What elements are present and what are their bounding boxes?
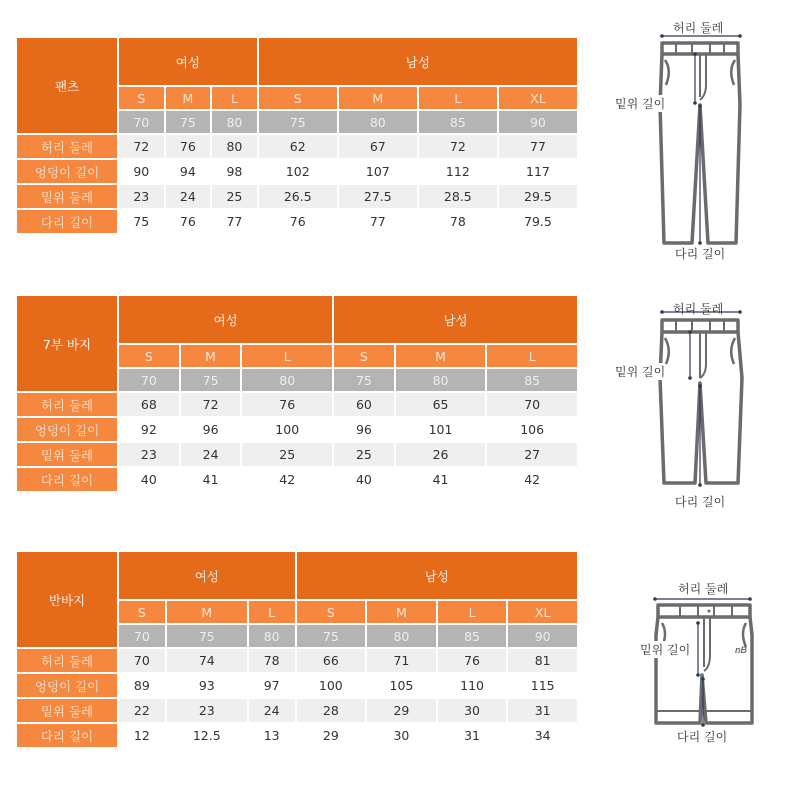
- cell: 98: [212, 160, 257, 183]
- size-label: XL: [499, 87, 577, 109]
- cell: 70: [119, 649, 165, 672]
- cell: 89: [119, 674, 165, 697]
- cell: 70: [487, 393, 577, 416]
- cell: 42: [487, 468, 577, 491]
- waist-size: 75: [181, 369, 241, 391]
- waist-size: 75: [297, 625, 366, 647]
- group-header-men: 남성: [334, 296, 577, 343]
- waist-size: 80: [242, 369, 332, 391]
- cell: 68: [119, 393, 179, 416]
- table-row: [17, 160, 577, 183]
- group-header-women: 여성: [119, 38, 257, 85]
- cell: 30: [438, 699, 507, 722]
- size-table-shorts: [15, 550, 579, 749]
- group-header-men: 남성: [259, 38, 577, 85]
- leg-length-label: 다리 길이: [677, 730, 728, 744]
- cell: 80: [212, 135, 257, 158]
- rise-length-label: 밑위 길이: [640, 643, 691, 657]
- table-row: [17, 185, 577, 208]
- row-label: 다리 길이: [17, 210, 117, 233]
- cell: 26.5: [259, 185, 337, 208]
- cell: 28: [297, 699, 366, 722]
- cell: 34: [508, 724, 577, 747]
- table-row: [17, 724, 577, 747]
- cell: 72: [419, 135, 497, 158]
- size-label: S: [259, 87, 337, 109]
- cropped-pants-illustration: [610, 298, 790, 518]
- cell: 76: [166, 210, 211, 233]
- table-row: [17, 135, 577, 158]
- cell: 77: [499, 135, 577, 158]
- size-label: S: [297, 601, 366, 623]
- group-header-women: 여성: [119, 296, 332, 343]
- cell: 23: [119, 443, 179, 466]
- cell: 77: [212, 210, 257, 233]
- cell: 23: [119, 185, 164, 208]
- size-table-cropped-pants: [15, 294, 579, 493]
- cell: 76: [259, 210, 337, 233]
- long-pants-diagram: [610, 21, 790, 265]
- cell: 41: [181, 468, 241, 491]
- cell: 77: [339, 210, 417, 233]
- waist-size: 90: [499, 111, 577, 133]
- waist-size: 75: [167, 625, 247, 647]
- cell: 92: [119, 418, 179, 441]
- cell: 117: [499, 160, 577, 183]
- waist-size: 80: [249, 625, 295, 647]
- cell: 94: [166, 160, 211, 183]
- cell: 25: [334, 443, 394, 466]
- cell: 78: [249, 649, 295, 672]
- size-label: XL: [508, 601, 577, 623]
- table-row: [17, 393, 577, 416]
- cell: 81: [508, 649, 577, 672]
- waist-size: 70: [119, 369, 179, 391]
- cell: 72: [181, 393, 241, 416]
- cell: 62: [259, 135, 337, 158]
- cell: 112: [419, 160, 497, 183]
- cell: 67: [339, 135, 417, 158]
- size-label: S: [334, 345, 394, 367]
- leg-length-label: 다리 길이: [675, 495, 726, 509]
- waist-size: 80: [212, 111, 257, 133]
- cell: 29.5: [499, 185, 577, 208]
- cell: 23: [167, 699, 247, 722]
- cell: 101: [396, 418, 486, 441]
- row-label: 다리 길이: [17, 468, 117, 491]
- cell: 106: [487, 418, 577, 441]
- size-label: L: [419, 87, 497, 109]
- cell: 76: [242, 393, 332, 416]
- size-label: L: [487, 345, 577, 367]
- cell: 28.5: [419, 185, 497, 208]
- table-row: [17, 649, 577, 672]
- table-row: [17, 210, 577, 233]
- size-label: L: [249, 601, 295, 623]
- size-label: L: [212, 87, 257, 109]
- cell: 22: [119, 699, 165, 722]
- cell: 90: [119, 160, 164, 183]
- cell: 24: [166, 185, 211, 208]
- waist-size: 85: [438, 625, 507, 647]
- row-label: 엉덩이 길이: [17, 160, 117, 183]
- group-header-men: 남성: [297, 552, 577, 599]
- rise-length-label: 밑위 길이: [615, 97, 666, 111]
- row-label: 엉덩이 길이: [17, 418, 117, 441]
- cell: 75: [119, 210, 164, 233]
- table-title: 반바지: [17, 552, 117, 647]
- cell: 25: [212, 185, 257, 208]
- cell: 29: [367, 699, 436, 722]
- long-pants-illustration: [610, 25, 790, 265]
- cropped-pants-diagram: [610, 298, 790, 518]
- row-label: 밑위 둘레: [17, 443, 117, 466]
- waist-size: 70: [119, 111, 164, 133]
- cell: 79.5: [499, 210, 577, 233]
- cell: 40: [119, 468, 179, 491]
- table-row: [17, 443, 577, 466]
- size-label: M: [166, 87, 211, 109]
- leg-length-label: 다리 길이: [675, 247, 726, 261]
- cell: 27: [487, 443, 577, 466]
- waist-size: 85: [419, 111, 497, 133]
- size-label: M: [167, 601, 247, 623]
- waist-size: 75: [166, 111, 211, 133]
- waist-circumference-label: 허리 둘레: [673, 21, 724, 35]
- table-title: 팬츠: [17, 38, 117, 133]
- waist-circumference-label: 허리 둘레: [673, 302, 724, 316]
- size-label: L: [438, 601, 507, 623]
- cell: 102: [259, 160, 337, 183]
- cell: 24: [249, 699, 295, 722]
- cell: 107: [339, 160, 417, 183]
- cell: 74: [167, 649, 247, 672]
- rise-length-label: 밑위 길이: [615, 365, 666, 379]
- cell: 100: [242, 418, 332, 441]
- shorts-diagram: [610, 575, 790, 755]
- cell: 24: [181, 443, 241, 466]
- cell: 96: [334, 418, 394, 441]
- brand-logo-icon: nB: [735, 645, 747, 655]
- cell: 105: [367, 674, 436, 697]
- cell: 27.5: [339, 185, 417, 208]
- cell: 12: [119, 724, 165, 747]
- waist-size: 85: [487, 369, 577, 391]
- size-label: S: [119, 345, 179, 367]
- cell: 42: [242, 468, 332, 491]
- row-label: 허리 둘레: [17, 649, 117, 672]
- cell: 115: [508, 674, 577, 697]
- waist-size: 75: [259, 111, 337, 133]
- cell: 110: [438, 674, 507, 697]
- table-row: [17, 468, 577, 491]
- size-label: M: [339, 87, 417, 109]
- waist-size: 70: [119, 625, 165, 647]
- waist-size: 90: [508, 625, 577, 647]
- table-row: [17, 418, 577, 441]
- table-row: [17, 699, 577, 722]
- waist-size: 75: [334, 369, 394, 391]
- cell: 72: [119, 135, 164, 158]
- row-label: 허리 둘레: [17, 135, 117, 158]
- cell: 76: [166, 135, 211, 158]
- cell: 71: [367, 649, 436, 672]
- size-label: S: [119, 87, 164, 109]
- table-row: [17, 674, 577, 697]
- waist-size: 80: [339, 111, 417, 133]
- waist-size: 80: [396, 369, 486, 391]
- row-label: 밑위 둘레: [17, 699, 117, 722]
- cell: 93: [167, 674, 247, 697]
- table-title: 7부 바지: [17, 296, 117, 391]
- size-label: M: [181, 345, 241, 367]
- row-label: 엉덩이 길이: [17, 674, 117, 697]
- cell: 100: [297, 674, 366, 697]
- size-label: S: [119, 601, 165, 623]
- cell: 13: [249, 724, 295, 747]
- cell: 97: [249, 674, 295, 697]
- cell: 31: [438, 724, 507, 747]
- waist-circumference-label: 허리 둘레: [678, 582, 729, 596]
- cell: 40: [334, 468, 394, 491]
- cell: 76: [438, 649, 507, 672]
- cell: 12.5: [167, 724, 247, 747]
- cell: 66: [297, 649, 366, 672]
- size-label: M: [396, 345, 486, 367]
- cell: 96: [181, 418, 241, 441]
- cell: 65: [396, 393, 486, 416]
- cell: 30: [367, 724, 436, 747]
- row-label: 허리 둘레: [17, 393, 117, 416]
- waist-size: 80: [367, 625, 436, 647]
- cell: 25: [242, 443, 332, 466]
- size-label: L: [242, 345, 332, 367]
- row-label: 밑위 둘레: [17, 185, 117, 208]
- size-table-pants: [15, 36, 579, 235]
- size-label: M: [367, 601, 436, 623]
- cell: 60: [334, 393, 394, 416]
- cell: 26: [396, 443, 486, 466]
- group-header-women: 여성: [119, 552, 295, 599]
- cell: 29: [297, 724, 366, 747]
- cell: 78: [419, 210, 497, 233]
- row-label: 다리 길이: [17, 724, 117, 747]
- cell: 41: [396, 468, 486, 491]
- cell: 31: [508, 699, 577, 722]
